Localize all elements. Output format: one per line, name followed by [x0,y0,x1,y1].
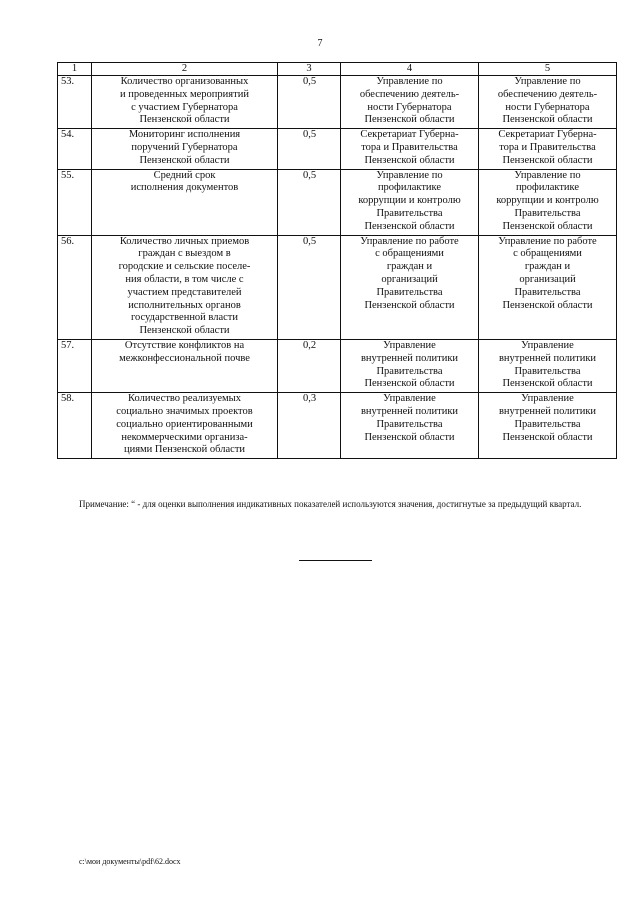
table-row [58,76,617,129]
cell-line: граждан и [524,261,571,273]
cell-line: Правительства [376,207,443,219]
row-number-cell: 54. [58,129,92,169]
cell-line: Правительства [514,207,581,219]
footnote: Примечание: “ - для оценки выполнения индикативных показателей используются значения, достигнутые за предыдущий квартал. [79,499,582,509]
indicator-cell [92,339,278,392]
weight-cell: 0,5 [278,129,341,169]
cell-line: циями Пензенской области [123,444,246,456]
cell-line: Отсутствие конфликтов на [124,339,245,351]
cell-line: и проведенных мероприятий [120,88,249,100]
cell-line: Пензенской области [502,114,593,126]
cell-line: Управление по работе [498,235,597,247]
table-row [58,339,617,392]
page-number: 7 [317,38,323,49]
table-row [58,393,617,459]
cell-line: Количество личных приемов [119,235,250,247]
responsible-cell [341,129,479,169]
table-row [58,129,617,169]
indicator-cell [92,393,278,459]
cell-line: Управление [521,393,574,405]
cell-line: Мониторинг исполнения [128,129,241,141]
cell-line: Пензенской области [364,154,455,166]
cell-line: социально ориентированными [116,418,253,430]
cell-line: Количество организованных [120,76,249,87]
cell-line: Пензенской области [364,220,455,232]
cell-line: Пензенской области [502,431,593,443]
file-path-footer: c:\мои документы\pdf\62.docx [79,857,181,866]
cell-line: Пензенской области [364,378,455,390]
cell-line: внутренней политики [498,405,597,417]
responsible-cell [479,76,617,129]
row-number-cell: 55. [58,169,92,235]
cell-line: Количество реализуемых [128,393,241,405]
cell-line: Правительства [376,418,443,430]
cell-line: государственной власти [130,312,239,324]
cell-line: Пензенской области [502,220,593,232]
cell-line: обеспечению деятель- [497,88,598,100]
cell-line: организаций [519,273,576,285]
weight-cell: 0,3 [278,393,341,459]
cell-line: Управление по [376,169,443,181]
cell-line: исполнительных органов [128,299,241,311]
cell-line: ния области, в том числе с [125,273,244,285]
cell-line: коррупции и контролю [496,195,599,207]
cell-line: участием представителей [127,286,242,298]
cell-line: Правительства [514,286,581,298]
cell-line: Пензенской области [364,431,455,443]
cell-line: организаций [381,273,438,285]
cell-line: профилактике [515,182,580,194]
cell-line: поручений Губернатора [131,141,238,153]
row-number-cell: 56. [58,235,92,339]
header-cell: 2 [92,63,278,76]
cell-line: Пензенской области [139,154,230,166]
responsible-cell [341,393,479,459]
cell-line: Пензенской области [139,325,230,337]
cell-line: ности Губернатора [505,101,590,113]
table-row [58,235,617,339]
cell-line: Правительства [514,418,581,430]
cell-line: Управление [521,339,574,351]
cell-line: Средний срок [153,169,216,181]
cell-line: Пензенской области [139,114,230,126]
cell-line: Правительства [376,365,443,377]
cell-line: граждан с выездом в [138,248,231,260]
header-cell: 3 [278,63,341,76]
cell-line: Пензенской области [502,154,593,166]
row-number-cell: 53. [58,76,92,129]
cell-line: с участием Губернатора [131,101,238,113]
cell-line: Пензенской области [364,299,455,311]
cell-line: Пензенской области [502,299,593,311]
responsible-cell [479,339,617,392]
indicator-cell [92,235,278,339]
cell-line: Управление по [514,169,581,181]
cell-line: внутренней политики [498,352,597,364]
cell-line: граждан и [386,261,433,273]
cell-line: Правительства [376,286,443,298]
cell-line: Управление [383,339,436,351]
cell-line: с обращениями [375,248,444,260]
cell-line: профилактике [377,182,442,194]
weight-cell: 0,2 [278,339,341,392]
separator-line [299,560,372,561]
responsible-cell [341,169,479,235]
cell-line: Управление по работе [360,235,459,247]
cell-line: Правительства [514,365,581,377]
cell-line: с обращениями [513,248,582,260]
cell-line: некоммерческими организа- [121,431,248,443]
table-row [58,169,617,235]
indicator-cell [92,76,278,129]
cell-line: Управление [383,393,436,405]
weight-cell: 0,5 [278,235,341,339]
cell-line: Секретариат Губерна- [498,129,597,141]
indicators-table [57,62,617,459]
header-cell: 5 [479,63,617,76]
weight-cell: 0,5 [278,169,341,235]
indicator-cell [92,169,278,235]
cell-line: городские и сельские поселе- [118,261,251,273]
cell-line: Управление по [376,76,443,87]
responsible-cell [341,235,479,339]
responsible-cell [341,76,479,129]
responsible-cell [479,129,617,169]
responsible-cell [341,339,479,392]
responsible-cell [479,169,617,235]
cell-line: социально значимых проектов [116,405,253,417]
cell-line: коррупции и контролю [358,195,461,207]
responsible-cell [479,393,617,459]
table-header-row [58,63,617,76]
cell-line: Пензенской области [502,378,593,390]
cell-line: Управление по [514,76,581,87]
header-cell: 4 [341,63,479,76]
cell-line: Секретариат Губерна- [360,129,459,141]
cell-line: межконфессиональной почве [119,352,250,364]
indicator-cell [92,129,278,169]
cell-line: внутренней политики [360,352,459,364]
responsible-cell [479,235,617,339]
row-number-cell: 58. [58,393,92,459]
cell-line: Пензенской области [364,114,455,126]
cell-line: исполнения документов [130,182,239,194]
weight-cell: 0,5 [278,76,341,129]
cell-line: ности Губернатора [367,101,452,113]
header-cell: 1 [58,63,92,76]
cell-line: обеспечению деятель- [359,88,460,100]
row-number-cell: 57. [58,339,92,392]
cell-line: внутренней политики [360,405,459,417]
cell-line: тора и Правительства [361,141,458,153]
cell-line: тора и Правительства [499,141,596,153]
